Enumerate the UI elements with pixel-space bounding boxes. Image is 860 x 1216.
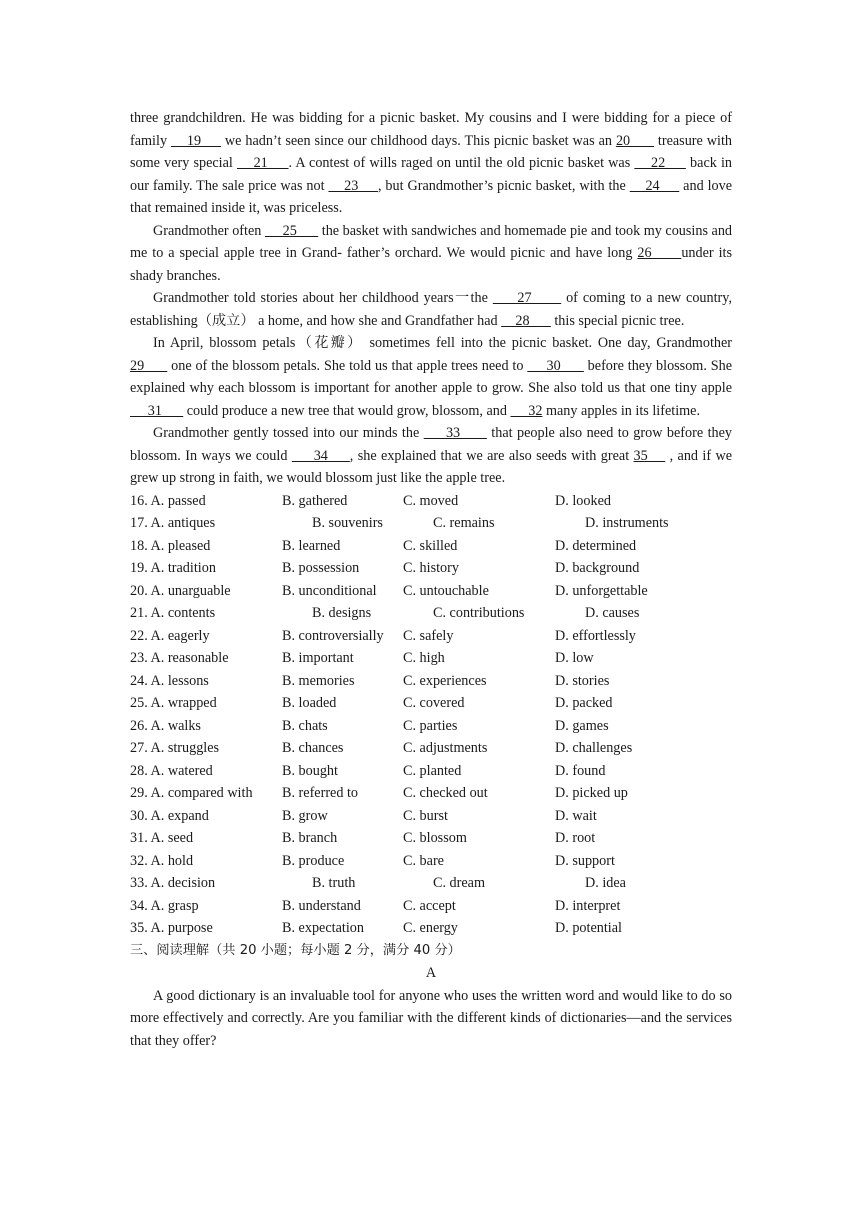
- option-row: [130, 737, 732, 760]
- option-d: D. effortlessly: [555, 627, 636, 644]
- option-a: 20. A. unarguable: [130, 582, 231, 599]
- answer-blank: 35: [633, 447, 666, 464]
- option-b: B. produce: [282, 852, 345, 869]
- option-a: 32. A. hold: [130, 852, 194, 869]
- option-d: D. unforgettable: [555, 582, 648, 599]
- option-d: D. determined: [555, 537, 637, 554]
- option-b: B. grow: [282, 807, 328, 824]
- option-d: D. interpret: [555, 897, 621, 914]
- option-a: 16. A. passed: [130, 492, 206, 509]
- option-b: B. chances: [282, 740, 344, 756]
- cloze-paragraph-3: [130, 287, 732, 332]
- option-d: D. background: [555, 560, 640, 576]
- answer-blank: 21: [237, 155, 289, 171]
- option-c: C. history: [403, 560, 459, 576]
- option-d: D. looked: [555, 492, 611, 509]
- part-label: A: [425, 965, 437, 981]
- option-d: D. instruments: [585, 515, 669, 531]
- passage-text: under its shady branches.: [130, 245, 732, 284]
- passage-text: the basket with sandwiches and homemade pie and took my cousins and me to a special apple tree in Grand- father’s orchard. We would picnic and have long: [130, 222, 733, 261]
- option-a: 19. A. tradition: [130, 560, 216, 576]
- answer-blank: 33: [423, 425, 487, 441]
- option-c: C. adjustments: [403, 740, 488, 756]
- option-b: B. controversially: [282, 627, 384, 644]
- option-c: C. energy: [403, 920, 458, 936]
- option-row: [130, 625, 732, 648]
- option-a: 30. A. expand: [130, 807, 209, 824]
- answer-blank: 23: [328, 177, 378, 194]
- option-c: C. contributions: [433, 605, 525, 621]
- option-d: D. wait: [555, 807, 597, 824]
- option-d: D. packed: [555, 695, 613, 711]
- option-d: D. root: [555, 830, 596, 846]
- answer-blank: 24: [629, 177, 680, 194]
- option-b: B. understand: [282, 897, 361, 914]
- answer-blank: 29: [130, 357, 168, 374]
- option-row: [130, 760, 732, 783]
- option-a: 28. A. watered: [130, 762, 213, 779]
- option-c: C. dream: [433, 875, 486, 891]
- option-a: 34. A. grasp: [130, 897, 199, 914]
- cloze-paragraph-4: [130, 332, 732, 422]
- option-row: [130, 917, 732, 940]
- option-c: C. parties: [403, 717, 458, 734]
- option-row: [130, 827, 732, 850]
- passage-text: one of the blossom petals. She told us that apple trees need to: [167, 357, 528, 374]
- option-a: 26. A. walks: [130, 717, 201, 734]
- passage-text: Grandmother often: [153, 222, 265, 239]
- passage-text: In April, blossom petals（花瓣） sometimes fell into the picnic basket. One day, Grandmother: [153, 335, 732, 351]
- option-c: C. planted: [403, 762, 462, 779]
- passage-text: of coming to a new country, establishing（成立） a home, and how she and Grandfather had: [130, 290, 733, 329]
- option-b: B. designs: [312, 605, 372, 621]
- option-a: 31. A. seed: [130, 830, 194, 846]
- option-c: C. experiences: [403, 672, 487, 689]
- option-a: 24. A. lessons: [130, 672, 209, 689]
- answer-blank: 28: [501, 312, 551, 329]
- cloze-paragraph-1: [130, 107, 732, 220]
- option-c: C. blossom: [403, 830, 467, 846]
- option-d: D. support: [555, 852, 615, 869]
- answer-blank: 26: [637, 245, 682, 261]
- option-a: 23. A. reasonable: [130, 650, 229, 666]
- passage-text: Grandmother gently tossed into our minds the: [153, 425, 424, 441]
- section-heading: 三、阅读理解（共 20 小题；每小题 2 分，满分 40 分）: [130, 942, 461, 958]
- option-c: C. bare: [403, 852, 444, 869]
- option-d: D. idea: [585, 875, 626, 891]
- option-d: D. found: [555, 762, 606, 779]
- option-b: B. important: [282, 650, 354, 666]
- passage-text: and love that remained inside it, was priceless.: [130, 177, 733, 216]
- option-a: 21. A. contents: [130, 605, 216, 621]
- answer-blank: 30: [527, 357, 584, 374]
- option-row: [130, 850, 732, 873]
- passage-text: . A contest of wills raged on until the old picnic basket was: [288, 155, 635, 171]
- option-row: [130, 895, 732, 918]
- option-c: C. covered: [403, 695, 465, 711]
- option-a: 25. A. wrapped: [130, 695, 217, 711]
- passage-text: , she explained that we are also seeds with great: [349, 447, 634, 464]
- option-row: [130, 715, 732, 738]
- option-a: 29. A. compared with: [130, 785, 253, 801]
- answer-blank: 22: [634, 155, 686, 171]
- option-c: C. accept: [403, 897, 456, 914]
- option-d: D. causes: [585, 605, 640, 621]
- option-c: C. high: [403, 650, 445, 666]
- option-b: B. loaded: [282, 695, 337, 711]
- option-b: B. unconditional: [282, 582, 377, 599]
- option-d: D. stories: [555, 672, 610, 689]
- passage-text: could produce a new tree that would grow, blossom, and: [183, 402, 511, 419]
- answer-blank: 32: [510, 402, 543, 419]
- passage-text: many apples in its lifetime.: [542, 402, 701, 419]
- option-d: D. challenges: [555, 740, 633, 756]
- option-row: [130, 557, 732, 580]
- option-b: B. bought: [282, 762, 338, 779]
- option-b: B. expectation: [282, 920, 364, 936]
- option-row: [130, 512, 732, 535]
- option-row: [130, 872, 732, 895]
- option-b: B. gathered: [282, 492, 348, 509]
- option-a: 22. A. eagerly: [130, 627, 210, 644]
- option-b: B. referred to: [282, 785, 359, 801]
- option-b: B. learned: [282, 537, 341, 554]
- option-c: C. remains: [433, 515, 495, 531]
- answer-blank: 19: [171, 132, 221, 149]
- option-b: B. branch: [282, 830, 338, 846]
- answer-blank: 27: [492, 290, 562, 306]
- passage-text: that people also need to grow before they blossom. In ways we could: [130, 425, 733, 464]
- option-row: [130, 580, 732, 603]
- passage-text: before they blossom. She explained why each blossom is important for another apple to grow. She also told us that one tiny apple: [130, 357, 733, 396]
- option-c: C. safely: [403, 627, 454, 644]
- passage-text: treasure with some very special: [130, 132, 733, 171]
- option-b: B. possession: [282, 560, 360, 576]
- option-c: C. skilled: [403, 537, 458, 554]
- option-a: 18. A. pleased: [130, 537, 211, 554]
- option-row: [130, 490, 732, 513]
- passage-text: we hadn’t seen since our childhood days. This picnic basket was an: [220, 132, 616, 149]
- option-a: 17. A. antiques: [130, 515, 216, 531]
- passage-text: back in our family. The sale price was not: [130, 155, 733, 194]
- option-row: [130, 670, 732, 693]
- option-d: D. games: [555, 717, 609, 734]
- option-a: 35. A. purpose: [130, 920, 213, 936]
- option-c: C. moved: [403, 492, 459, 509]
- option-row: [130, 535, 732, 558]
- option-b: B. memories: [282, 672, 355, 689]
- exam-page: [130, 107, 732, 1052]
- option-row: [130, 647, 732, 670]
- answer-blank: 20: [615, 132, 654, 149]
- option-c: C. burst: [403, 807, 448, 824]
- option-b: B. souvenirs: [312, 515, 383, 531]
- option-c: C. checked out: [403, 785, 488, 801]
- option-a: 27. A. struggles: [130, 740, 220, 756]
- answer-blank: 25: [264, 222, 319, 239]
- cloze-paragraph-5: [130, 422, 732, 490]
- cloze-paragraph-2: [130, 220, 732, 288]
- answer-options: [130, 490, 732, 940]
- passage-text: three grandchildren. He was bidding for a picnic basket. My cousins and I were bidding for a piece of family: [130, 110, 732, 149]
- option-row: [130, 602, 732, 625]
- reading-passage-a-intro: A good dictionary is an invaluable tool for anyone who uses the written word and would like to do so more effectively and correctly. Are you familiar with the different kinds of dictionaries—and the services that they offer?: [130, 987, 732, 1049]
- answer-blank: 31: [130, 402, 184, 419]
- passage-text: , and if we grew up strong in faith, we would blossom just like the apple tree.: [130, 447, 732, 486]
- option-row: [130, 692, 732, 715]
- answer-blank: 34: [291, 447, 350, 464]
- passage-text: this special picnic tree.: [550, 312, 685, 329]
- option-a: 33. A. decision: [130, 875, 216, 891]
- option-row: [130, 805, 732, 828]
- option-c: C. untouchable: [403, 582, 489, 599]
- passage-text: Grandmother told stories about her childhood years一the: [153, 290, 493, 306]
- option-d: D. low: [555, 650, 594, 666]
- option-b: B. truth: [312, 875, 356, 891]
- passage-text: , but Grandmother’s picnic basket, with the: [377, 177, 630, 194]
- option-row: [130, 782, 732, 805]
- option-d: D. potential: [555, 920, 622, 936]
- option-d: D. picked up: [555, 785, 628, 801]
- option-b: B. chats: [282, 717, 328, 734]
